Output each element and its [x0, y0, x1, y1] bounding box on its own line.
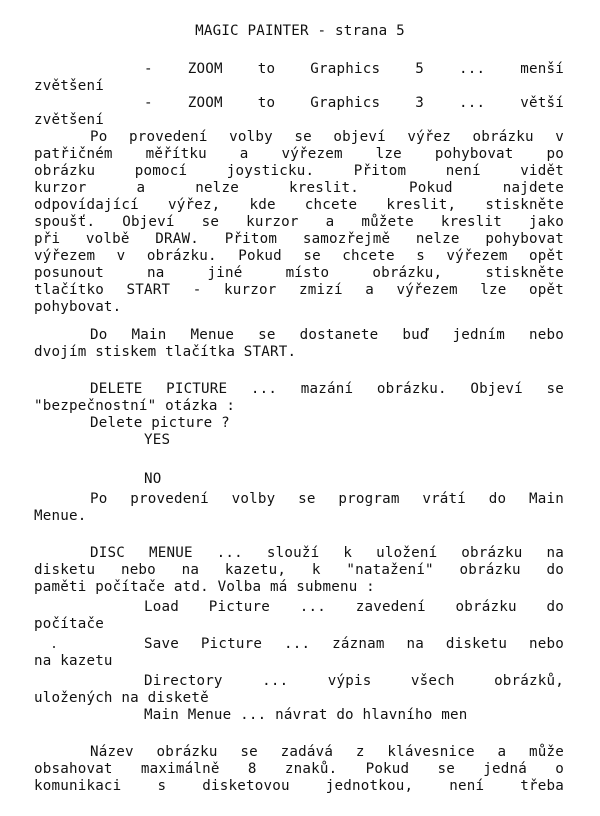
zoom-gr3-line: - ZOOM to Graphics 3 ... větší [144, 95, 564, 111]
para1-line: obrázku pomocí joysticku. Přitom není vidět [34, 163, 564, 179]
para1-line: posunout na jiné místo obrázku, stiskněte [34, 265, 564, 281]
submenu-main-menue: Main Menue ... návrat do hlavního men [144, 707, 468, 723]
delete-question: Delete picture ? [90, 415, 230, 431]
option-yes: YES [144, 432, 171, 448]
zoom-gr3-cont: zvětšení [34, 112, 104, 128]
para3-line: komunikaci s disketovou jednotkou, není třeba [34, 778, 564, 794]
submenu-save-picture-cont: na kazetu [34, 653, 113, 669]
submenu-load-picture: Load Picture ... zavedení obrázku do [144, 599, 564, 615]
zoom-gr5-cont: zvětšení [34, 78, 104, 94]
disc-menue-line: paměti počítače atd. Volba má submenu : [34, 579, 375, 595]
submenu-directory-cont: uložených na disketě [34, 690, 209, 706]
para2-line: Do Main Menue se dostanete buď jedním nebo [90, 327, 564, 343]
para2-line: dvojím stiskem tlačítka START. [34, 344, 297, 360]
option-no: NO [144, 471, 162, 487]
delete-picture-line: "bezpečnostní" otázka : [34, 398, 236, 414]
para1-line: kurzor a nelze kreslit. Pokud najdete [34, 180, 564, 196]
delete-after-line: Po provedení volby se program vrátí do Main [90, 491, 564, 507]
disc-menue-line: DISC MENUE ... slouží k uložení obrázku na [90, 545, 564, 561]
para1-line: odpovídající výřez, kde chcete kreslit, stiskněte [34, 197, 564, 213]
para1-line: při volbě DRAW. Přitom samozřejmě nelze pohybovat [34, 231, 564, 247]
submenu-save-picture: Save Picture ... záznam na disketu nebo [144, 636, 564, 652]
para3-line: obsahovat maximálně 8 znaků. Pokud se jedná o [34, 761, 564, 777]
submenu-load-picture-cont: počítače [34, 616, 104, 632]
para3-line: Název obrázku se zadává z klávesnice a může [90, 744, 564, 760]
para1-line: patřičném měřítku a výřezem lze pohybovat po [34, 146, 564, 162]
para1-line: pohybovat. [34, 299, 122, 315]
scan-speck [53, 646, 55, 648]
para1-line: Po provedení volby se objeví výřez obrázku v [90, 129, 564, 145]
page-title: MAGIC PAINTER - strana 5 [195, 23, 405, 39]
submenu-directory: Directory ... výpis všech obrázků, [144, 673, 564, 689]
delete-picture-line: DELETE PICTURE ... mazání obrázku. Objeví se [90, 381, 564, 397]
disc-menue-line: disketu nebo na kazetu, k "natažení" obrázku do [34, 562, 564, 578]
para1-line: spoušť. Objeví se kurzor a můžete kreslit jako [34, 214, 564, 230]
para1-line: výřezem v obrázku. Pokud se chcete s výřezem opět [34, 248, 564, 264]
para1-line: tlačítko START - kurzor zmizí a výřezem lze opět [34, 282, 564, 298]
delete-after-line: Menue. [34, 508, 87, 524]
zoom-gr5-line: - ZOOM to Graphics 5 ... menší [144, 61, 564, 77]
